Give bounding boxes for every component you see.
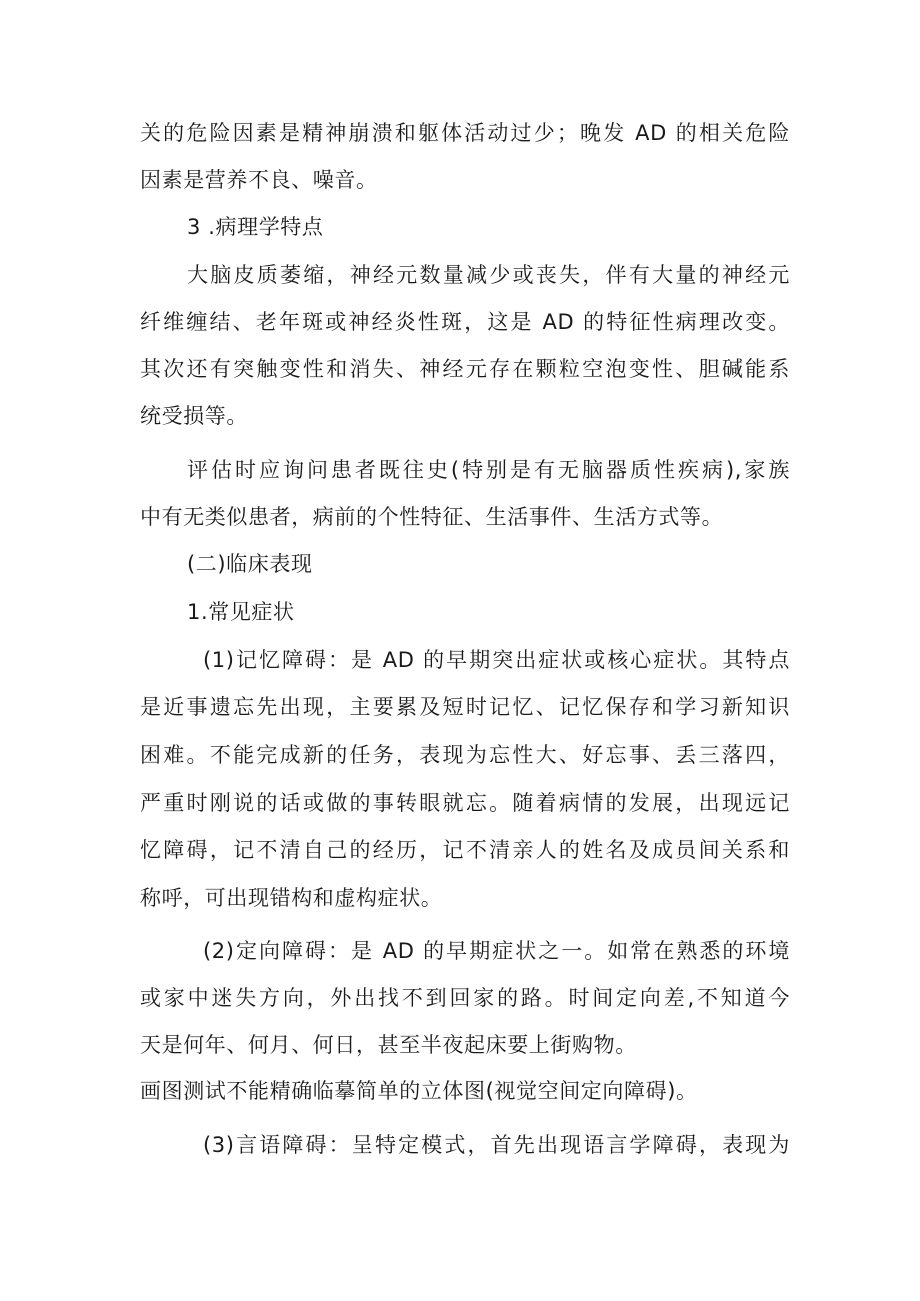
body-text-line: 天是何年、何月、何日，甚至半夜起床要上街购物。 [140,1033,637,1057]
body-text-line: 评估时应询问患者既往史(特别是有无脑器质性疾病),家族 [187,458,790,482]
body-text-line: 严重时刚说的话或做的事转眼就忘。随着病情的发展，出现远记 [140,791,790,815]
body-text-line: 其次还有突触变性和消失、神经元存在颗粒空泡变性、胆碱能系 [140,357,790,381]
body-text-line: 称呼，可出现错构和虚构症状。 [140,886,443,910]
body-text-line: 或家中迷失方向，外出找不到回家的路。时间定向差,不知道今 [140,986,790,1010]
body-text-line: 忆障碍，记不清自己的经历，记不清亲人的姓名及成员间关系和 [140,838,790,862]
body-text-line: (3)言语障碍：呈特定模式，首先出现语言学障碍，表现为 [203,1133,790,1157]
section-heading: (二)临床表现 [187,552,313,576]
body-text-line: 大脑皮质萎缩，神经元数量减少或丧失，伴有大量的神经元 [187,263,790,287]
section-heading: 3 .病理学特点 [187,215,324,239]
body-text-line: 关的危险因素是精神崩溃和躯体活动过少；晚发 AD 的相关危险 [140,121,790,145]
body-text-line: 是近事遗忘先出现，主要累及短时记忆、记忆保存和学习新知识 [140,695,790,719]
body-text-line: 中有无类似患者，病前的个性特征、生活事件、生活方式等。 [140,505,724,529]
body-text-line: 纤维缠结、老年斑或神经炎性斑，这是 AD 的特征性病理改变。 [140,310,790,334]
body-text-line: 统受损等。 [140,404,248,428]
body-text-line: 困难。不能完成新的任务，表现为忘性大、好忘事、丢三落四， [140,743,790,767]
subsection-heading: 1.常见症状 [187,600,295,624]
body-text-line: 画图测试不能精确临摹简单的立体图(视觉空间定向障碍)。 [140,1079,698,1103]
body-text-line: 因素是营养不良、噪音。 [140,168,378,192]
body-text-line: (2)定向障碍：是 AD 的早期症状之一。如常在熟悉的环境 [203,939,790,963]
body-text-line: (1)记忆障碍：是 AD 的早期突出症状或核心症状。其特点 [203,648,790,672]
